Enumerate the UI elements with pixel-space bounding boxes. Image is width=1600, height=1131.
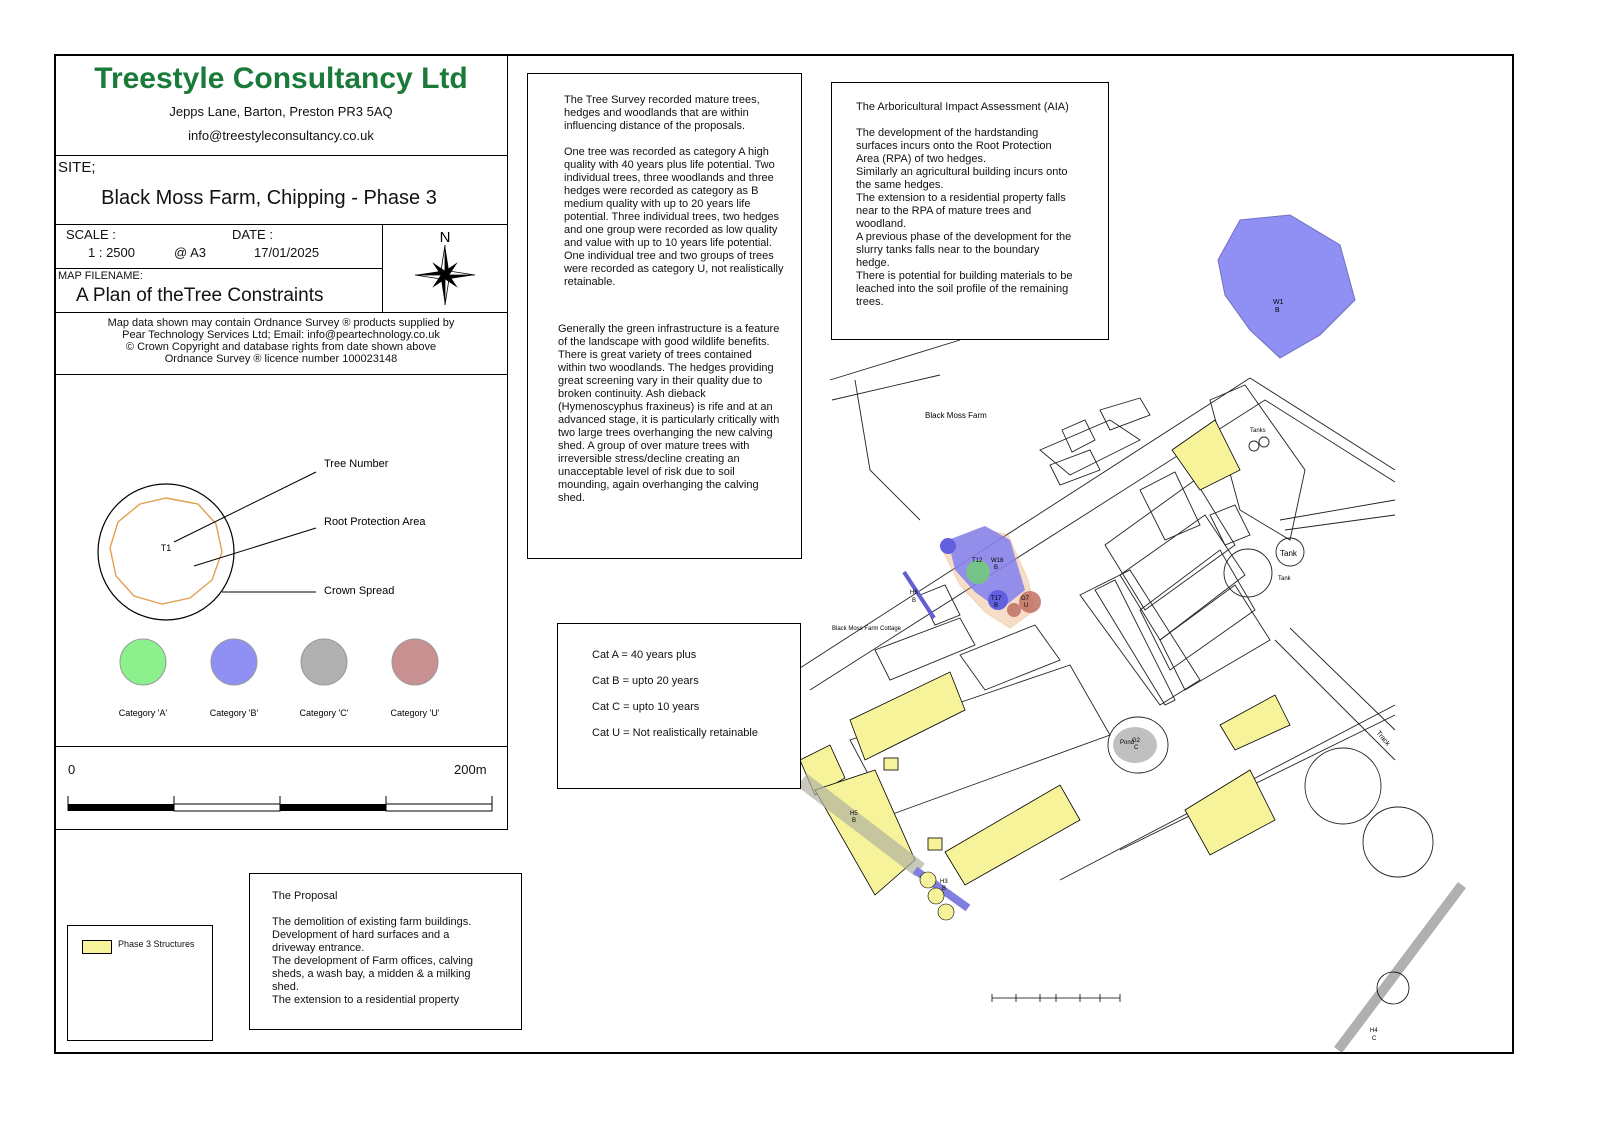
scalebar-start: 0 xyxy=(68,762,76,777)
cat-b-key: Cat B = upto 20 years xyxy=(592,675,699,687)
site-name: Black Moss Farm, Chipping - Phase 3 xyxy=(101,187,437,209)
legend-crown-spread: Crown Spread xyxy=(324,585,395,597)
svg-text:U: U xyxy=(1024,603,1029,609)
label-track: Track xyxy=(1374,729,1391,748)
svg-text:B: B xyxy=(852,818,857,824)
label-tank: Tank xyxy=(1280,549,1297,558)
survey-para-2: One tree was recorded as category A high quality with 40 years plus life potential. Two individual trees, three woodlands and three hedges were recorded as category as B medium quality with up to 20 years life potential. Three individual trees, two hedges and one group were recorded as low quality and value with up to 10 years life potential. One individual tree and two groups of trees were recorded as category U, not realistically retainable. xyxy=(564,146,784,288)
woodland-w18 xyxy=(940,526,1041,628)
scalebar xyxy=(66,792,496,816)
legend-sample-tree: T1 xyxy=(160,543,172,553)
map-filename-label: MAP FILENAME: xyxy=(58,270,143,282)
aia-title: The Arboricultural Impact Assessment (AIA) xyxy=(856,101,1069,113)
legend-tree-number: Tree Number xyxy=(324,458,389,470)
company-email: info@treestyleconsultancy.co.uk xyxy=(188,128,374,143)
proposal-title: The Proposal xyxy=(272,890,338,902)
map-filename-value: A Plan of theTree Constraints xyxy=(76,285,324,306)
category-c-swatch xyxy=(301,639,347,685)
divider xyxy=(54,268,382,269)
company-address: Jepps Lane, Barton, Preston PR3 5AQ xyxy=(169,104,393,119)
woodland-w1 xyxy=(1218,215,1355,358)
scale-label: SCALE : xyxy=(66,227,116,242)
company-name: Treestyle Consultancy Ltd xyxy=(94,62,468,95)
hedge-h4 xyxy=(1338,885,1462,1050)
category-a-swatch xyxy=(120,639,166,685)
svg-text:B: B xyxy=(994,603,999,609)
divider xyxy=(54,746,507,747)
divider xyxy=(54,155,507,156)
aia-text: The development of the hardstanding surfaces incurs onto the Root Protection Area (RPA) of two hedges. Similarly an agricultural building incurs onto the same hedges. The extension to a residential property falls near to the RPA of mature trees and woodland. A previous phase of the development for the slurry tanks falls near to the boundary hedge. There is potential for building materials to be leached into the soil profile of the remaining trees. xyxy=(856,127,1073,308)
copyright-notice: Map data shown may contain Ordnance Survey ® products supplied by Pear Technology Services Ltd; Email: info@peartechnology.co.uk © Crown Copyright and database rights from date shown above Ordnance Survey ® licence number 100023148 xyxy=(107,317,455,365)
divider xyxy=(54,224,507,225)
survey-para-3: Generally the green infrastructure is a feature of the landscape with good wildlife benefits. There is great variety of trees contained within two woodlands. The hedges providing great screening vary in their quality due to broken continuity. Ash dieback (Hymenoscyphus fraxineus) is rife and at an advanced stage, it is particularly critically with two large trees overhanging the new calving shed. A group of over mature trees with irreversible stress/decline creating an unacceptable level of risk due to soil mounding, again overhanging the calving shed. xyxy=(558,323,780,504)
north-arrow-icon xyxy=(410,227,480,307)
tree-legend xyxy=(54,376,508,746)
proposal-box xyxy=(249,873,522,1030)
category-u-swatch xyxy=(392,639,438,685)
survey-box xyxy=(527,73,802,559)
category-b-swatch xyxy=(211,639,257,685)
paper-size: @ A3 xyxy=(174,245,206,260)
svg-text:T17: T17 xyxy=(991,596,1002,602)
svg-text:B: B xyxy=(942,886,947,892)
svg-text:B: B xyxy=(994,565,999,571)
svg-text:C: C xyxy=(1134,745,1139,751)
legend-rpa: Root Protection Area xyxy=(324,516,426,528)
svg-text:T12: T12 xyxy=(972,558,983,564)
north-label: N xyxy=(439,229,451,246)
site-label: SITE; xyxy=(58,159,96,176)
svg-text:B: B xyxy=(912,598,917,604)
svg-text:H3: H3 xyxy=(940,879,948,885)
cat-u-key: Cat U = Not realistically retainable xyxy=(592,727,758,739)
cat-a-key: Cat A = 40 years plus xyxy=(592,649,697,661)
category-b-label: Category 'B' xyxy=(209,708,259,718)
svg-text:H4: H4 xyxy=(1370,1028,1378,1034)
category-u-label: Category 'U' xyxy=(390,708,440,718)
phase-swatch xyxy=(82,940,112,954)
label-tank-2: Tank xyxy=(1278,576,1291,582)
map-scalebar xyxy=(992,994,1120,1002)
svg-text:G7: G7 xyxy=(1021,596,1030,602)
scalebar-end: 200m xyxy=(454,762,487,777)
label-tanks: Tanks xyxy=(1250,428,1266,434)
svg-text:W18: W18 xyxy=(991,558,1004,564)
svg-text:H6: H6 xyxy=(910,590,918,596)
category-c-label: Category 'C' xyxy=(299,708,349,718)
hedge-h6 xyxy=(904,572,934,618)
survey-para-1: The Tree Survey recorded mature trees, hedges and woodlands that are within influencing distance of the proposals. xyxy=(564,94,760,132)
date-value: 17/01/2025 xyxy=(254,245,320,260)
phase-label: Phase 3 Structures xyxy=(118,939,195,949)
svg-text:H5: H5 xyxy=(850,811,858,817)
category-a-label: Category 'A' xyxy=(118,708,168,718)
divider xyxy=(54,374,507,375)
svg-text:Pond: Pond xyxy=(1120,740,1135,746)
divider xyxy=(382,224,383,312)
cat-c-key: Cat C = upto 10 years xyxy=(592,701,700,713)
svg-text:B: B xyxy=(1275,307,1280,314)
svg-text:G2: G2 xyxy=(1132,738,1141,744)
phase-legend xyxy=(67,925,213,1041)
aia-box xyxy=(831,82,1109,340)
label-farm: Black Moss Farm xyxy=(925,411,987,420)
category-key-box xyxy=(557,623,801,789)
scale-value: 1 : 2500 xyxy=(88,245,135,260)
divider xyxy=(54,312,507,313)
svg-text:W1: W1 xyxy=(1273,299,1284,306)
date-label: DATE : xyxy=(232,227,273,242)
title-block xyxy=(54,54,508,830)
proposal-text: The demolition of existing farm buildings. Development of hard surfaces and a driveway entrance. The development of Farm offices, calving sheds, a wash bay, a midden & a milking shed. The extension to a residential property xyxy=(272,916,473,1006)
svg-text:C: C xyxy=(1372,1036,1377,1042)
label-cottage: Black Moss Farm Cottage xyxy=(832,626,902,632)
